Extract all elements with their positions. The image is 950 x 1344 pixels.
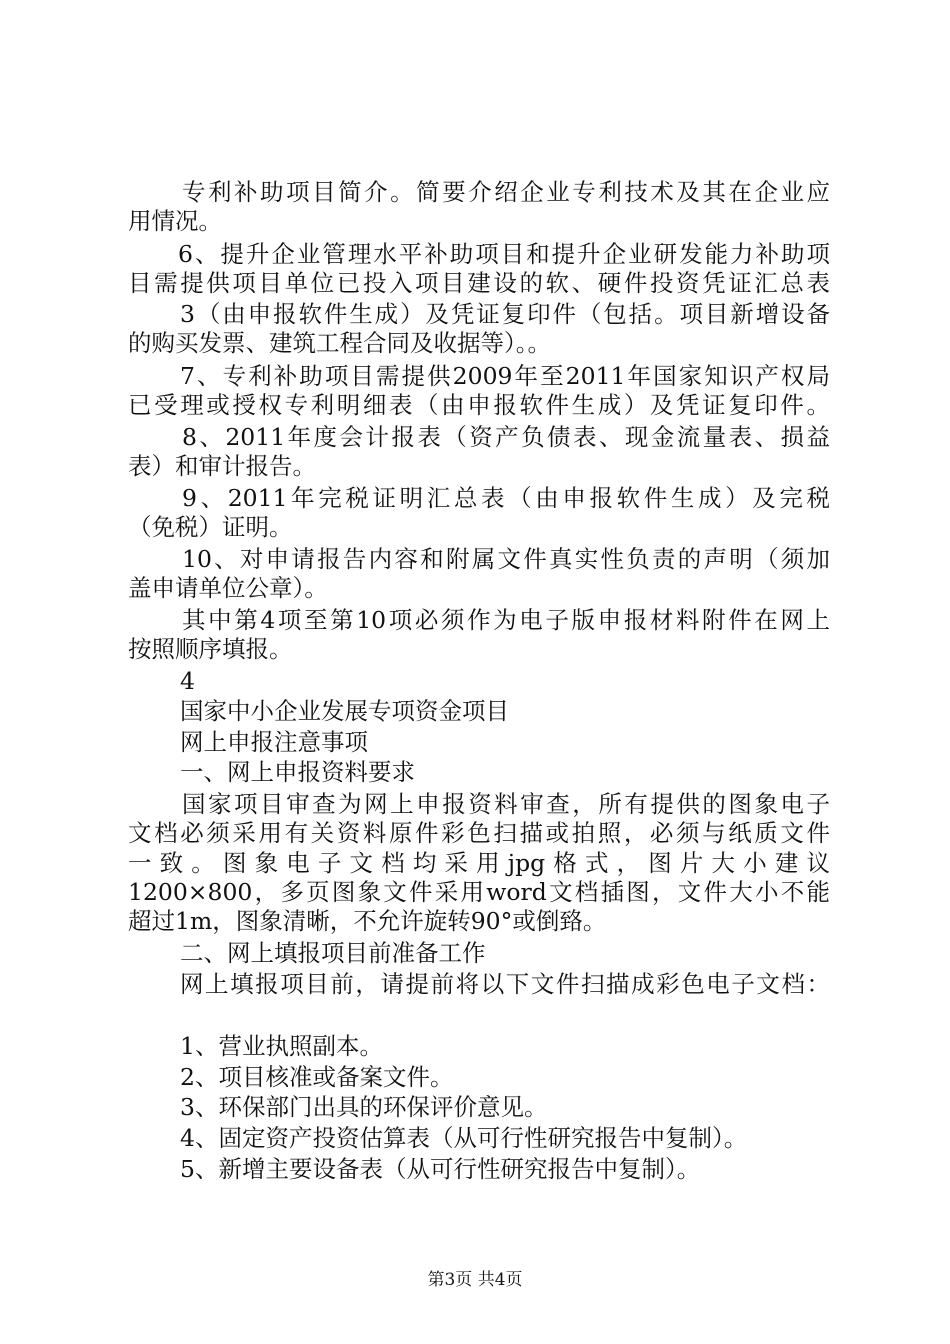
body-line: 3、环保部门出具的环保评价意见。 (180, 1093, 548, 1121)
body-line: 盖申请单位公章）。 (128, 574, 328, 602)
body-line: 网上申报注意事项 (180, 728, 368, 756)
body-line: 国家项目审查为网上申报资料审查，所有提供的图象电子 (182, 790, 830, 818)
body-line: 目需提供项目单位已投入项目建设的软、硬件投资凭证汇总表 (128, 269, 830, 297)
body-line: 的购买发票、建筑工程合同及收据等）。。 (128, 329, 551, 357)
body-line: 1200×800，多页图象文件采用word文档插图，文件大小不能 (128, 878, 830, 906)
body-line: 文档必须采用有关资料原件彩色扫描或拍照，必须与纸质文件 (128, 819, 830, 847)
body-line: 表）和审计报告。 (128, 452, 316, 480)
body-line: 6、提升企业管理水平补助项目和提升企业研发能力补助项 (178, 240, 830, 268)
body-line: 1、营业执照副本。 (180, 1032, 383, 1060)
body-line: 7、专利补助项目需提供2009年至2011年国家知识产权局 (180, 362, 830, 390)
body-line: 3（由申报软件生成）及凭证复印件（包括。项目新增设备 (180, 300, 830, 328)
body-line: 4 (180, 667, 195, 695)
body-line: 用情况。 (128, 207, 222, 235)
body-line: 5、新增主要设备表（从可行性研究报告中复制）。 (180, 1155, 701, 1183)
body-line: 4、固定资产投资估算表（从可行性研究报告中复制）。 (180, 1124, 748, 1152)
body-line: 网上填报项目前，请提前将以下文件扫描成彩色电子文档： (180, 970, 830, 998)
body-line: 一致。图象电子文档均采用jpg格式，图片大小建议 (128, 849, 830, 877)
body-line: 9、2011年完税证明汇总表（由申报软件生成）及完税 (182, 484, 830, 512)
body-line: 按照顺序填报。 (128, 635, 293, 663)
body-line: 其中第4项至第10项必须作为电子版申报材料附件在网上 (182, 606, 830, 634)
page-number-footer: 第3页 共4页 (427, 1270, 523, 1290)
body-line: 一、网上申报资料要求 (180, 758, 415, 786)
body-line: 专利补助项目简介。简要介绍企业专利技术及其在企业应 (182, 178, 830, 206)
body-line: 10、对申请报告内容和附属文件真实性负责的声明（须加 (182, 545, 830, 573)
body-line: 国家中小企业发展专项资金项目 (180, 697, 509, 725)
body-line: 2、项目核准或备案文件。 (180, 1063, 454, 1091)
body-line: 8、2011年度会计报表（资产负债表、现金流量表、损益 (182, 423, 830, 451)
body-line: 已受理或授权专利明细表（由申报软件生成）及凭证复印件。 (128, 391, 830, 419)
body-line: 二、网上填报项目前准备工作 (180, 939, 486, 967)
body-line: 超过1m，图象清晰，不允许旋转90°或倒臵。 (128, 907, 607, 935)
body-line: （免税）证明。 (128, 513, 293, 541)
